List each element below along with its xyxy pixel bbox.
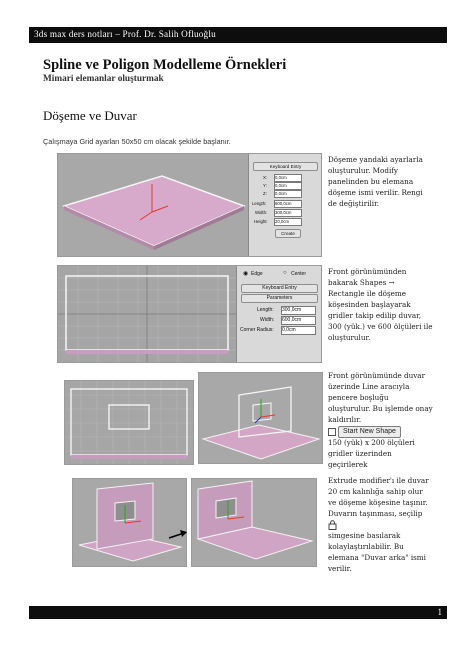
window-front-screenshot — [64, 380, 194, 465]
step1-text: Döşeme yandaki ayarlarla oluşturulur. Modify panelinden bu elemana döşeme ismi verilir. Rengi de değiştirilir. — [328, 155, 423, 208]
step3-text-before: Front görünümünde duvar üzerinde Line aracıyla pencere boşluğu oluşturulur. Bu işlemde onay kaldırılır. — [328, 371, 433, 424]
lock-icon[interactable] — [328, 520, 337, 530]
step4-text-before — [328, 476, 433, 531]
start-new-shape-button[interactable]: Start New Shape — [338, 426, 401, 439]
wall-moved-viewport — [192, 479, 316, 566]
create-button[interactable]: Create — [275, 229, 301, 238]
width-field[interactable]: 300,0cm — [274, 209, 302, 217]
length-field[interactable]: 600,0cm — [274, 200, 302, 208]
edge-radio-icon[interactable]: ◉ — [243, 271, 249, 277]
front-viewport — [58, 266, 236, 362]
window-perspective-screenshot — [198, 372, 323, 464]
step4-text-before-content: Extrude modifier'ı ile duvar 20 cm kalınlığa sahip olur ve döşeme köşesine taşınır. Duvarın taşınması, seçilip — [328, 476, 429, 518]
step4-text — [328, 476, 433, 574]
z-label: Z: — [263, 191, 267, 196]
start-new-shape-option — [328, 426, 433, 439]
height-label: Height: — [254, 219, 268, 224]
window-front-viewport — [65, 381, 193, 464]
wall-extrude-screenshot — [72, 478, 187, 567]
length-label: Length: — [257, 307, 274, 313]
step3-text — [328, 371, 433, 471]
step3-text-after: 150 (yük) x 200 ölçüleri gridler üzerinden geçirilerek — [328, 438, 415, 470]
start-new-shape-checkbox[interactable] — [328, 428, 336, 436]
y-label: Y: — [263, 183, 267, 188]
x-field[interactable]: 0,0cm — [274, 174, 302, 182]
window-perspective-viewport — [199, 373, 322, 463]
wall-extrude-viewport — [73, 479, 186, 566]
wall-moved-screenshot — [191, 478, 317, 567]
page-subtitle: Mimari elemanlar oluşturmak — [43, 74, 164, 84]
intro-text: Çalışmaya Grid ayarları 50x50 cm olacak şekilde başlanır. — [43, 137, 231, 146]
slab-viewport — [58, 154, 248, 256]
z-field[interactable]: 0,0cm — [274, 190, 302, 198]
length-label: Length: — [252, 201, 267, 206]
y-field[interactable]: 0,0cm — [274, 182, 302, 190]
keyboard-entry-rollout[interactable]: Keyboard Entry — [241, 284, 318, 293]
width-label: Width: — [255, 210, 268, 215]
page-title: Spline ve Poligon Modelleme Örnekleri — [43, 57, 287, 73]
step2-text: Front görünümünden bakarak Shapes → Rectangle ile döşeme köşesinden başlayarak gridler takip edilip duvar, 300 (yük.) ve 600 ölçüleri ile oluşturulur. — [328, 267, 433, 342]
length-field[interactable]: 300,0cm — [281, 306, 316, 315]
step4-text-after: simgesine basılarak kolaylaştırılabilir. Bu elemana "Duvar arka" ismi verilir. — [328, 530, 426, 573]
rectangle-screenshot — [57, 265, 322, 363]
width-field[interactable]: 600,0cm — [281, 316, 316, 325]
height-field[interactable]: 20,0cm — [274, 218, 302, 226]
parameters-panel — [236, 266, 322, 362]
parameters-rollout[interactable]: Parameters — [241, 294, 318, 303]
header-text: 3ds max ders notları – Prof. Dr. Salih Ofluoğlu — [34, 29, 216, 39]
edge-radio-label: Edge — [251, 271, 263, 277]
x-label: X: — [263, 175, 268, 180]
footer-bar — [29, 606, 447, 619]
center-radio-label: Center — [291, 271, 307, 277]
section-heading: Döşeme ve Duvar — [43, 108, 137, 123]
corner-radius-field[interactable]: 0,0cm — [281, 326, 316, 335]
arrow-icon — [168, 528, 188, 542]
keyboard-entry-button[interactable]: Keyboard Entry — [253, 162, 318, 171]
keyboard-entry-panel — [248, 154, 322, 256]
corner-radius-label: Corner Radius: — [240, 327, 274, 333]
page-number: 1 — [437, 607, 442, 617]
center-radio-icon[interactable]: ○ — [283, 270, 287, 276]
slab-screenshot — [57, 153, 322, 257]
width-label: Width: — [260, 317, 275, 323]
